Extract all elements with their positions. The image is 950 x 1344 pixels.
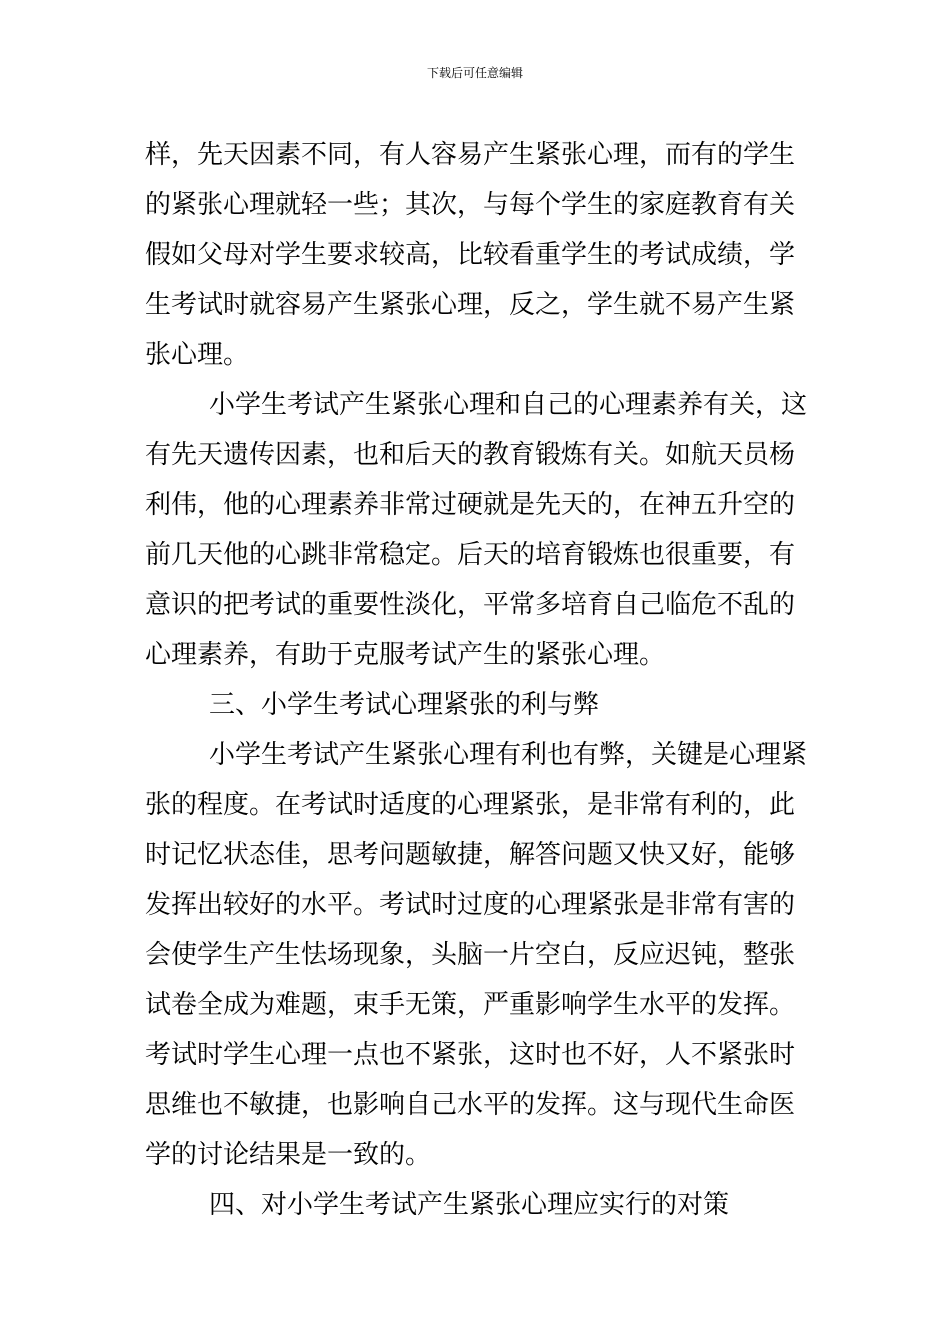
- section-heading: 四、对小学生考试产生紧张心理应实行的对策: [209, 1190, 730, 1220]
- document-body: [145, 130, 808, 1230]
- page-header: 下载后可任意编辑: [426, 66, 523, 80]
- text-line: 张心理。: [145, 340, 250, 370]
- text-line: 假如父母对学生要求较高，比较看重学生的考试成绩，学: [145, 240, 796, 270]
- text-line: 小学生考试产生紧张心理和自己的心理素养有关，这: [209, 390, 808, 420]
- text-line: 思维也不敏捷，也影响自己水平的发挥。这与现代生命医: [145, 1090, 796, 1120]
- section-heading: 三、小学生考试心理紧张的利与弊: [209, 690, 600, 720]
- text-line: 意识的把考试的重要性淡化，平常多培育自己临危不乱的: [145, 590, 796, 620]
- text-line: 生考试时就容易产生紧张心理，反之，学生就不易产生紧: [145, 290, 796, 320]
- text-line: 考试时学生心理一点也不紧张，这时也不好，人不紧张时: [145, 1040, 796, 1070]
- text-line: 小学生考试产生紧张心理有利也有弊，关键是心理紧: [209, 740, 808, 770]
- text-line: 利伟，他的心理素养非常过硬就是先天的，在神五升空的: [145, 490, 796, 520]
- text-line: 会使学生产生怯场现象，头脑一片空白，反应迟钝，整张: [145, 940, 796, 970]
- text-line: 心理素养，有助于克服考试产生的紧张心理。: [145, 640, 666, 670]
- text-line: 有先天遗传因素，也和后天的教育锻炼有关。如航天员杨: [145, 440, 796, 470]
- text-line: 张的程度。在考试时适度的心理紧张，是非常有利的，此: [145, 790, 796, 820]
- text-line: 样，先天因素不同，有人容易产生紧张心理，而有的学生: [145, 140, 796, 170]
- text-line: 学的讨论结果是一致的。: [145, 1140, 432, 1170]
- text-line: 的紧张心理就轻一些；其次，与每个学生的家庭教育有关: [145, 190, 796, 220]
- text-line: 时记忆状态佳，思考问题敏捷，解答问题又快又好，能够: [145, 840, 796, 870]
- text-line: 发挥出较好的水平。考试时过度的心理紧张是非常有害的: [145, 890, 796, 920]
- text-line: 前几天他的心跳非常稳定。后天的培育锻炼也很重要，有: [145, 540, 796, 570]
- text-line: 试卷全成为难题，束手无策，严重影响学生水平的发挥。: [145, 990, 796, 1020]
